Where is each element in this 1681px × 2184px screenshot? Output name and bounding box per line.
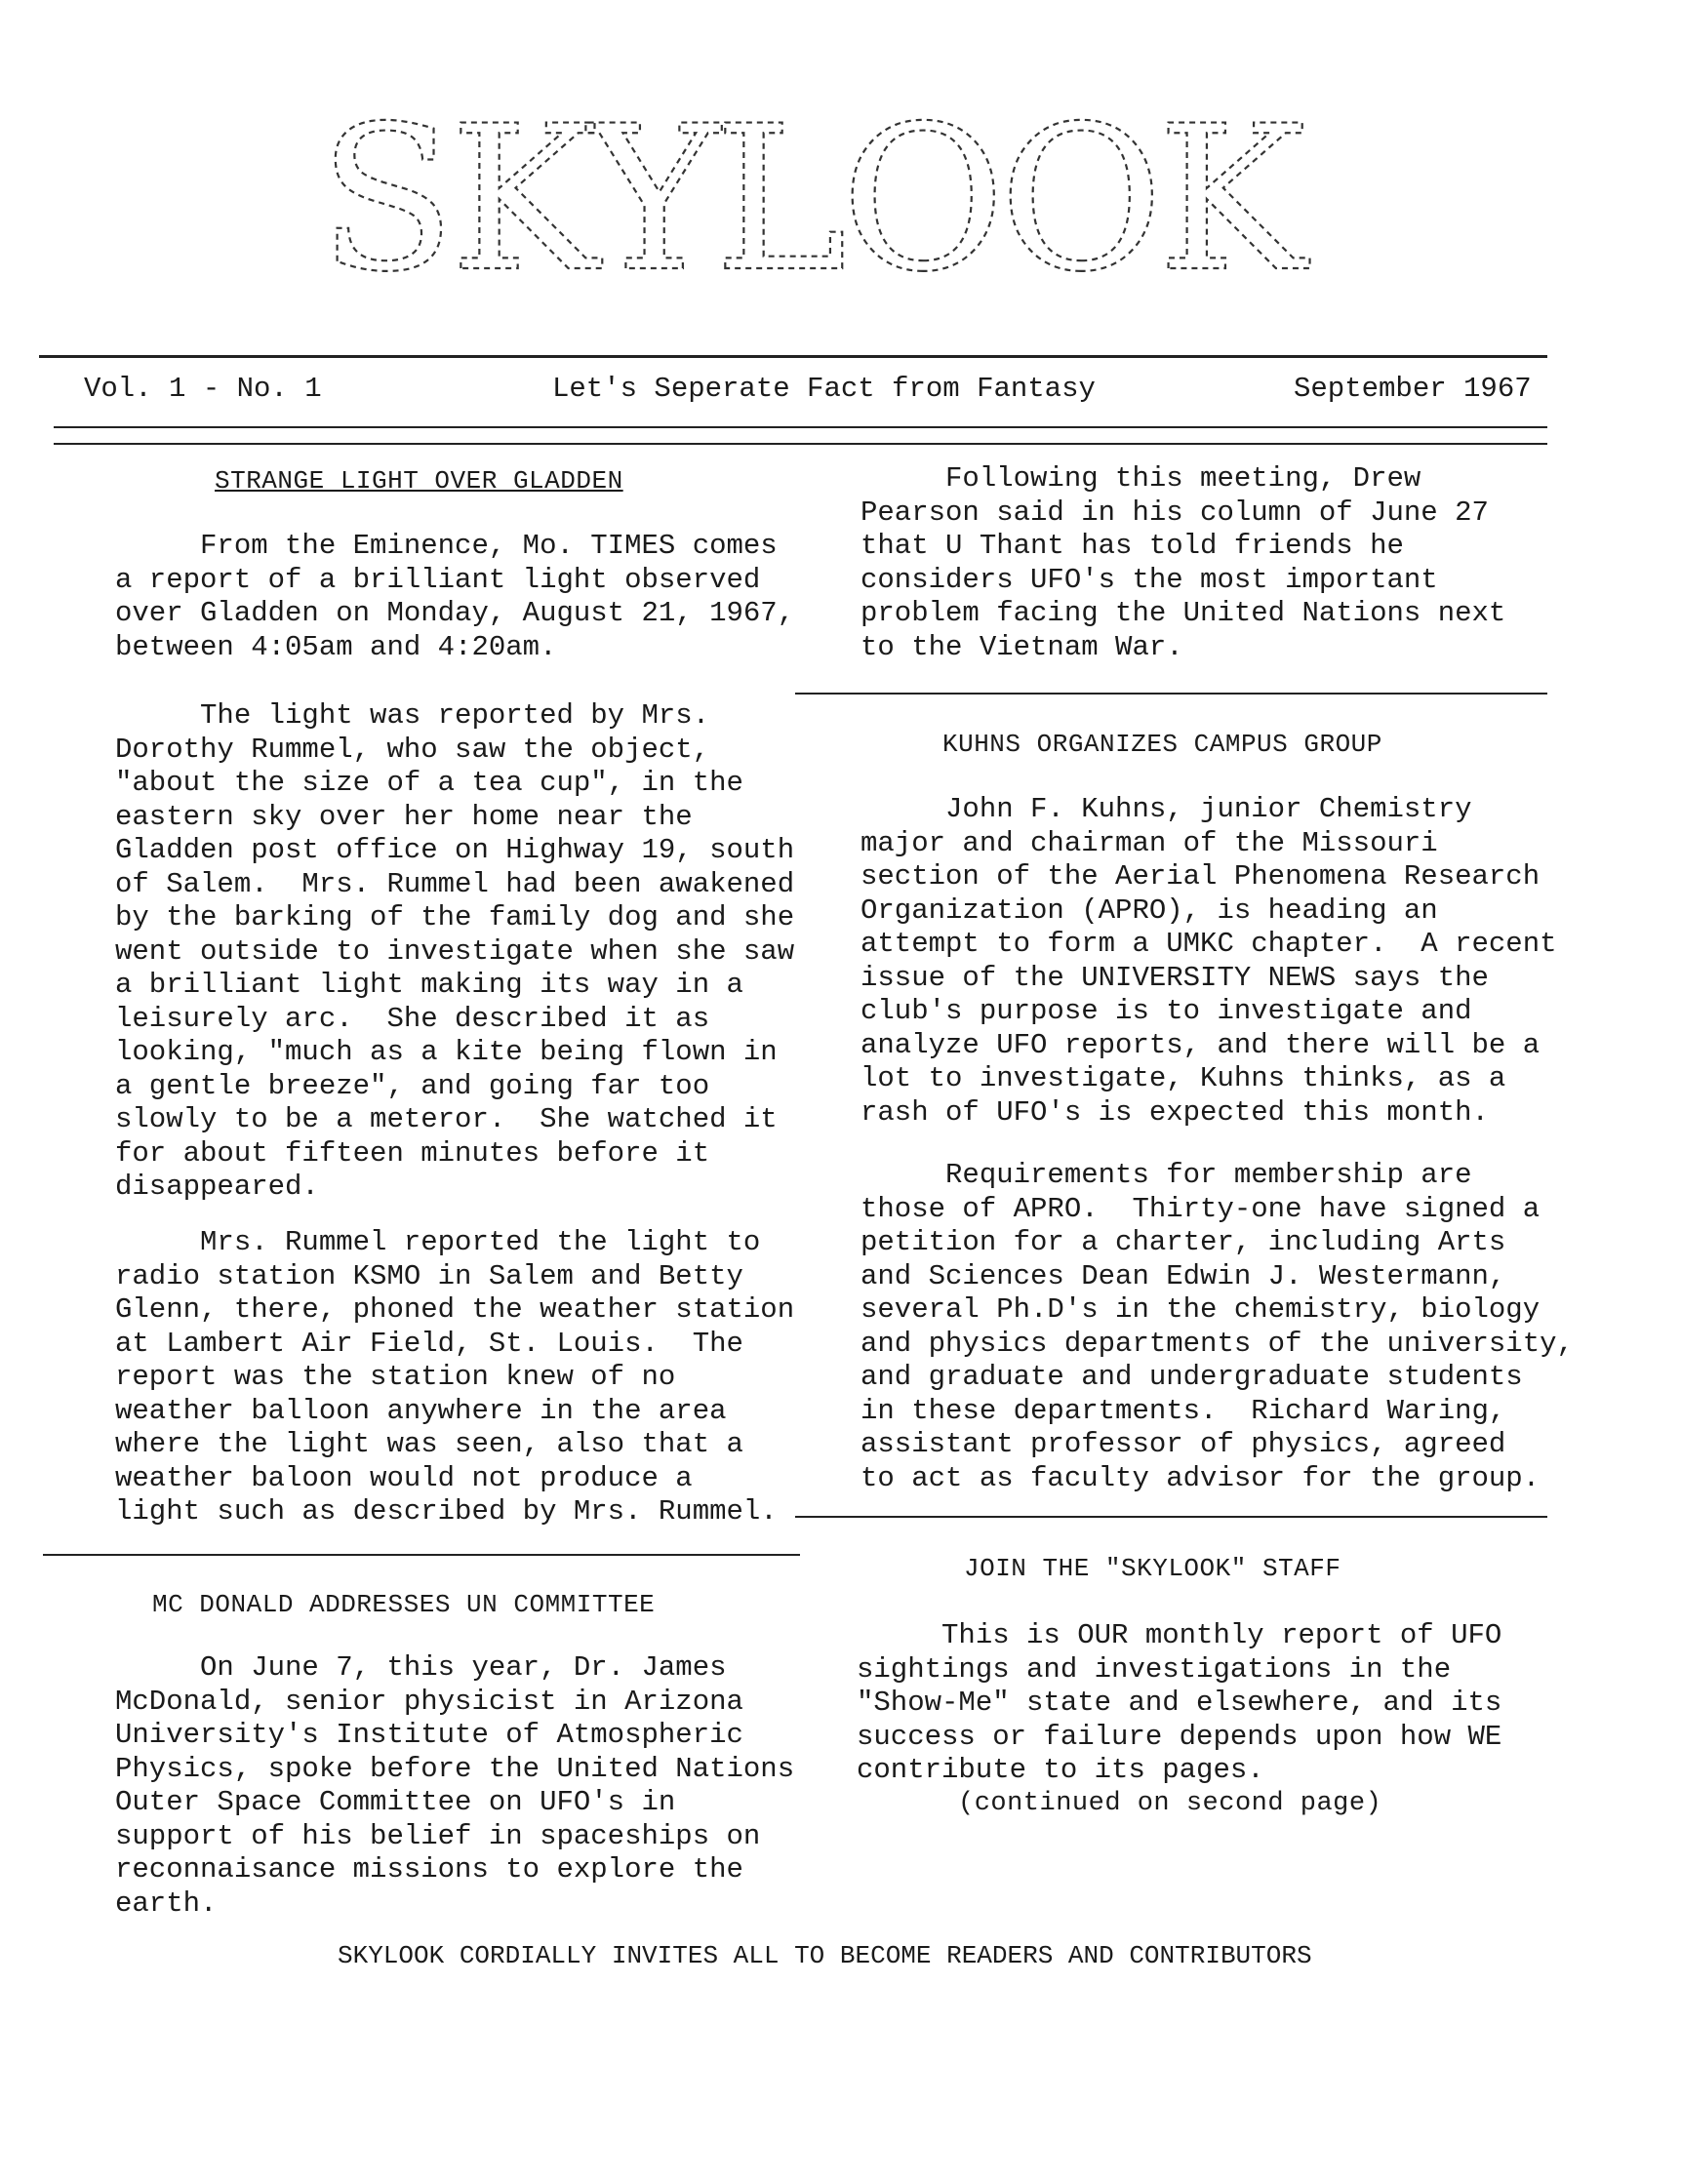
skylook-masthead-logo <box>318 83 1301 316</box>
left-column-divider <box>43 1554 800 1556</box>
header-rule-2 <box>54 443 1547 445</box>
header-rule-1 <box>54 426 1547 428</box>
article-heading-mcdonald: MC DONALD ADDRESSES UN COMMITTEE <box>152 1590 656 1619</box>
right-column-divider-1 <box>795 693 1547 695</box>
article-pearson-para-1: Following this meeting, Drew Pearson said in his column of June 27 that U Thant has told friends he considers UFO's the most important problem facing the United Nations next to the Vietnam War. <box>861 462 1506 663</box>
article-kuhns-para-2: Requirements for membership are those of APRO. Thirty-one have signed a petition for a charter, including Arts and Sciences Dean Edwin J. Westermann, several Ph.D's in the chemistry, biology and physics departments of the university, and graduate and undergraduate students in these departments. Richard Waring, assistant professor of physics, agreed to act as faculty advisor for the group. <box>861 1159 1574 1494</box>
article-mcdonald-para-1: On June 7, this year, Dr. James McDonald, senior physicist in Arizona University's Institute of Atmospheric Physics, spoke before the United Nations Outer Space Committee on UFO's in support of his belief in spaceships on reconnaisance missions to explore the earth. <box>115 1651 795 1920</box>
volume-number: Vol. 1 - No. 1 <box>84 373 322 405</box>
top-rule <box>39 355 1547 358</box>
masthead-title: SKYLOOK <box>318 84 1301 316</box>
continued-note: (continued on second page) <box>958 1789 1382 1818</box>
issue-date: September 1967 <box>1294 373 1532 405</box>
right-column-divider-2 <box>795 1516 1547 1518</box>
article-staff-para-1: This is OUR monthly report of UFO sightings and investigations in the "Show-Me" state and elsewhere, and its success or failure depends upon how WE contribute to its pages. <box>857 1619 1502 1786</box>
article-heading-kuhns: KUHNS ORGANIZES CAMPUS GROUP <box>942 730 1382 759</box>
article-gladden-para-1: From the Eminence, Mo. TIMES comes a report of a brilliant light observed over Gladden on Monday, August 21, 1967, between 4:05am and 4:20am. <box>115 530 795 663</box>
article-kuhns-para-1: John F. Kuhns, junior Chemistry major and chairman of the Missouri section of the Aerial Phenomena Research Organization (APRO), is heading an attempt to form a UMKC chapter. A recent issue of the UNIVERSITY NEWS says the club's purpose is to investigate and analyze UFO reports, and there will be a lot to investigate, Kuhns thinks, as a rash of UFO's is expected this month. <box>861 793 1557 1129</box>
article-heading-staff: JOIN THE "SKYLOOK" STAFF <box>964 1554 1341 1583</box>
article-gladden-para-3: Mrs. Rummel reported the light to radio station KSMO in Salem and Betty Glenn, there, phoned the weather station at Lambert Air Field, St. Louis. The report was the station knew of no weather balloon anywhere in the area where the light was seen, also that a weather baloon would not produce a light such as described by Mrs. Rummel. <box>115 1226 795 1528</box>
article-heading-gladden: STRANGE LIGHT OVER GLADDEN <box>215 466 623 496</box>
motto: Let's Seperate Fact from Fantasy <box>552 373 1096 405</box>
article-gladden-para-2: The light was reported by Mrs. Dorothy Rummel, who saw the object, "about the size of a tea cup", in the eastern sky over her home near the Gladden post office on Highway 19, south of Salem. Mrs. Rummel had been awakened by the barking of the family dog and she went outside to investigate when she saw a brilliant light making its way in a leisurely arc. She described it as looking, "much as a kite being flown in a gentle breeze", and going far too slowly to be a meteror. She watched it for about fifteen minutes before it disappeared. <box>115 699 795 1203</box>
footer-invitation: SKYLOOK CORDIALLY INVITES ALL TO BECOME READERS AND CONTRIBUTORS <box>338 1941 1312 1970</box>
